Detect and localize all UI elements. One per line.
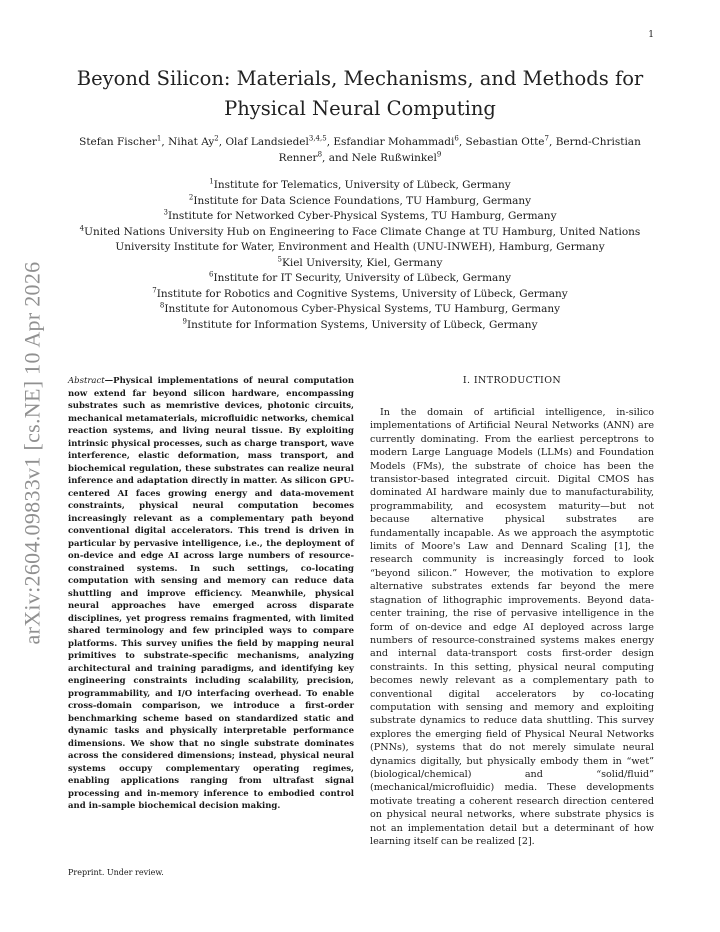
author-affiliation-mark: 9 bbox=[436, 150, 442, 159]
affiliation-number: 9 bbox=[182, 317, 187, 325]
affiliation-number: 4 bbox=[79, 224, 85, 232]
affiliation-number: 3 bbox=[163, 208, 168, 217]
author bbox=[466, 136, 549, 148]
affiliation-text: Institute for Data Science Foundations, TU Hamburg, Germany bbox=[193, 194, 532, 207]
author bbox=[333, 136, 458, 148]
affiliation-line bbox=[60, 302, 660, 318]
affiliation-text: United Nations University Hub on Engineering to Face Climate Change at TU Hamburg, United Nations bbox=[84, 225, 641, 238]
affiliation-line bbox=[60, 194, 660, 210]
paper-title: Beyond Silicon: Materials, Mechanisms, and Methods for Physical Neural Computing bbox=[76, 67, 644, 120]
arxiv-identifier-stamp bbox=[12, 258, 52, 648]
affiliation-number: 7 bbox=[152, 286, 157, 294]
author-affiliation-mark: 2 bbox=[214, 134, 219, 143]
affiliation-text: Kiel University, Kiel, Germany bbox=[282, 256, 443, 269]
author-name: Olaf Landsiedel bbox=[225, 136, 309, 148]
affiliation-line bbox=[60, 287, 660, 303]
affiliation-line bbox=[60, 256, 660, 272]
author-affiliation-mark: 8 bbox=[317, 150, 323, 159]
affiliation-line bbox=[60, 240, 660, 256]
affiliation-text: Institute for Telematics, University of Lübeck, Germany bbox=[213, 179, 511, 191]
author-name: Nihat Ay bbox=[168, 136, 215, 148]
page-number: 1 bbox=[648, 30, 654, 40]
affiliation-line bbox=[60, 225, 660, 241]
author-name: Esfandiar Mohammadi bbox=[333, 136, 455, 148]
author-name: Nele Rußwinkel bbox=[351, 152, 437, 164]
affiliation-line bbox=[60, 271, 660, 287]
introduction-paragraph: In the domain of artificial intelligence, in-silico implementations of Artificial Neural Networks (ANN) are currently dominating. From the earliest perceptrons to modern Large Language Models (LLMs) and Foundation Models (FMs), the substrate of choice has been the transistor-based integrated circuit. Digital CMOS has dominated AI hardware mainly due to manufacturability, programmability, and ecosystem maturity—but not because alternative physical substrates are fundamentally incapable. As we approach the asymptotic limits of Moore's Law and Dennard Scaling [1], the research community is increasingly forced to look “beyond silicon.” However, the motivation to explore alternative substrates extends far beyond the mere stagnation of lithographic improvements. Beyond data-center training, the rise of pervasive intelligence in the form of on-device and edge AI deployed across large numbers of resource-constrained systems makes energy and internal data-transport costs first-order design constraints. In this setting, physical neural computing becomes newly relevant as a complementary path to conventional digital accelerators by co-locating computation with sensing and memory and exploiting substrate dynamics to reduce data shuttling. This survey explores the emerging field of Physical Neural Networks (PNNs), systems that do not merely simulate neural dynamics digitally, but physically embody them in “wet” (biological/chemical) and “solid/fluid” (mechanical/microfluidic) media. These developments motivate treating a coherent research direction centered on physical neural networks, where substrate physics is not an implementation detail but a determinant of how learning itself can be realized [2]. bbox=[370, 407, 654, 847]
author-name: Bernd-Christian Renner bbox=[278, 136, 641, 164]
author bbox=[225, 136, 326, 148]
author-affiliation-mark: 1 bbox=[156, 134, 162, 143]
abstract-text: —Physical implementations of neural computation now extend far beyond silicon hardware, encompassing substrates such as memristive devices, photonic circuits, mechanical metamaterials, microfluidic networks, chemical reaction systems, and living neural tissue. By exploiting intrinsic physical processes, such as charge transport, wave interference, elastic deformation, mass transport, and biochemical regulation, these substrates can realize neural inference and adaptation directly in matter. As silicon GPU-centered AI faces growing energy and data-movement constraints, physical neural computation becomes increasingly relevant as a complementary path beyond conventional digital accelerators. This trend is driven in particular by pervasive intelligence, i.e., the deployment of on-device and edge AI across large numbers of resource-constrained systems. In such settings, co-locating computation with sensing and memory can reduce data shuttling and improve efficiency. Meanwhile, physical neural approaches have emerged across disparate disciplines, yet progress remains fragmented, with limited shared terminology and few principled ways to compare platforms. This survey unifies the field by mapping neural primitives to substrate-specific mechanisms, analyzing architectural and training paradigms, and identifying key engineering constraints including scalability, precision, programmability, and I/O interfacing overhead. To enable cross-domain comparison, we introduce a first-order benchmarking scheme based on standardized static and dynamic tasks and physically interpretable performance dimensions. We show that no single substrate dominates across the considered dimensions; instead, physical neural systems occupy complementary operating regimes, enabling applications ranging from ultrafast signal processing and in-memory inference to embodied control and in-sample biochemical decision making. bbox=[68, 376, 354, 811]
affiliation-text: Institute for Autonomous Cyber-Physical Systems, TU Hamburg, Germany bbox=[164, 303, 561, 315]
arxiv-identifier-text: arXiv:2604.09833v1 [cs.NE] 10 Apr 2026 bbox=[19, 261, 45, 645]
affiliation-text: University Institute for Water, Environment and Health (UNU-INWEH), Hamburg, Germany bbox=[115, 241, 605, 253]
affiliation-number: 6 bbox=[208, 270, 214, 279]
affiliation-text: Institute for Information Systems, University of Lübeck, Germany bbox=[186, 318, 538, 331]
abstract bbox=[68, 375, 354, 813]
author-affiliation-mark: 6 bbox=[454, 134, 459, 143]
author bbox=[168, 136, 219, 148]
section-heading-introduction: I. INTRODUCTION bbox=[462, 375, 562, 386]
author-affiliation-mark: 7 bbox=[544, 134, 549, 143]
author-list: Stefan Fischer$^1$, Nihat Ay$^2$, Olaf Landsiedel$^{3,4,5}$, Esfandiar Mohammadi$^6$, Sebastian Otte$^7$, Bernd-Christian Renner$^8$, and Nele Rußwinkel$^9$ bbox=[79, 134, 641, 164]
affiliation-list bbox=[60, 178, 660, 333]
author bbox=[352, 152, 442, 164]
affiliation-number: 2 bbox=[188, 193, 194, 201]
author-name: Stefan Fischer bbox=[79, 136, 157, 148]
affiliation-line bbox=[60, 209, 660, 225]
affiliation-text: Institute for Robotics and Cognitive Systems, University of Lübeck, Germany bbox=[156, 287, 568, 300]
affiliation-number: 1 bbox=[209, 177, 214, 186]
affiliation-line bbox=[60, 318, 660, 334]
affiliation-text: Institute for IT Security, University of Lübeck, Germany bbox=[213, 272, 512, 284]
author-affiliation-mark: 3,4,5 bbox=[308, 134, 327, 143]
affiliation-number: 8 bbox=[159, 301, 165, 310]
preprint-footnote: Preprint. Under review. bbox=[68, 868, 164, 877]
affiliation-line bbox=[60, 178, 660, 194]
abstract-label: Abstract bbox=[68, 376, 105, 386]
affiliation-number: 5 bbox=[277, 255, 283, 263]
author-name: Sebastian Otte bbox=[465, 136, 545, 148]
affiliation-text: Institute for Networked Cyber-Physical Systems, TU Hamburg, Germany bbox=[167, 210, 557, 222]
author bbox=[79, 136, 161, 148]
